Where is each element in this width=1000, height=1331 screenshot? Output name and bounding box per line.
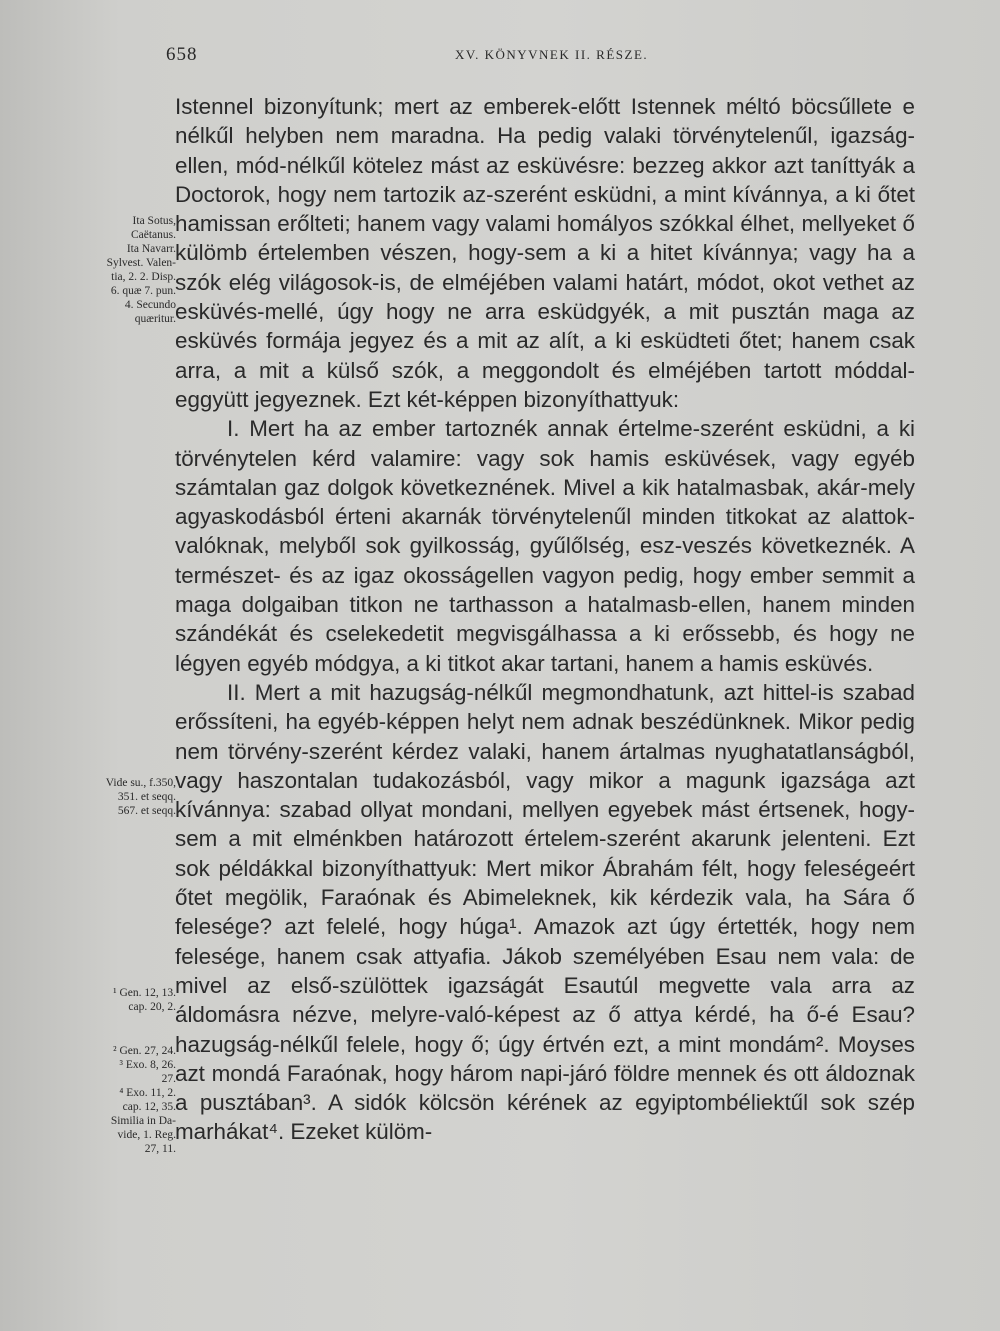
- marginal-note-text: Vide su., f.350, 351. et seqq. 567. et seqq.: [105, 777, 176, 817]
- page-header: [0, 44, 1000, 74]
- marginal-note-text: Ita Sotus, Caëtanus. Ita Navarr. Sylvest. Valen- tia, 2. 2. Disp. 6. quæ 7. pun. 4. Secundo quæritur.: [106, 215, 176, 325]
- paragraph: II. Mert a mit hazugság-nélkűl megmondhatunk, azt hittel-is szabad erőssíteni, ha egyéb-képpen helyt nem adnak beszédünknek. Mikor pedig nem törvény-szerént kérdez valaki, hanem ártalmas nyughatatlanságból, vagy haszontalan tudakozásból, vagy mikor a magunk igazsága azt kívánnya: szabad ollyat mondani, mellyen egyebek mást értsenek, hogy-sem a mit elménkben határozott értelem-szerént akarunk jelenteni. Ezt sok példákkal bizonyíthattyuk: Mert mikor Ábrahám félt, hogy feleségeért őtet megölik, Faraónak és Abimeleknek, kik kérdezik vala, ha Sára ő felesége? azt felelé, hogy húga¹. Amazok azt úgy értették, hogy nem felesége, hanem csak attyafia. Jákob személyében Esau nem vala: de mivel az első-szülöttek igazságát Esautúl megvette vala arra az áldomásra nézve, melyre-való-képest az ő attya kérdé, ha ő-é Esau? hazugság-nélkűl felele, hogy ő; úgy értvén ezt, a mint mondám². Moyses azt mondá Faraónak, hogy három napi-járó földre mennek és ott áldoznak a pusztában³. A sidók kölcsön kérének az egyiptombéliektűl sok szép marhákat⁴. Ezeket külöm-: [175, 679, 915, 1145]
- page-number: 658: [166, 44, 198, 65]
- marginal-note-text: ¹ Gen. 12, 13. cap. 20, 2.: [113, 987, 176, 1013]
- marginal-note-text: ² Gen. 27, 24. ³ Exo. 8, 26. 27. ⁴ Exo. 11, 2. cap. 12, 35. Similia in Da- vide, 1. Reg. 27, 11.: [110, 1045, 176, 1155]
- paragraph: Istennel bizonyítunk; mert az emberek-előtt Istennek méltó böcsűllete e nélkűl helyben nem maradna. Ha pedig valaki törvénytelenűl, igazság-ellen, mód-nélkűl kötelez mást az esküvésre: bezzeg akkor azt taníttyák a Doctorok, hogy nem tartozik az-szerént esküdni, a mint kívánnya, a ki őtet hamissan erőlteti; hanem vagy valami homályos szókkal élhet, mellyeket ő külömb értelemben vészen, hogy-sem a ki a hitet kívánnya; vagy ha a szók elég világosok-is, de elméjében valami határt, módot, okot vethet az esküvés-mellé, úgy hogy ne arra esküdgyék, a mit pusztán maga az esküvés formája jegyez és a mit az alít, a ki esküdteti őtet; hanem csak arra, a mit a külső szók, a meggondolt és elméjében tartott móddal-eggyütt jegyeznek. Ezt két-képpen bizonyíthattyuk:: [175, 94, 915, 412]
- running-head: XV. KÖNYVNEK II. RÉSZE.: [455, 47, 649, 62]
- paragraph: I. Mert ha az ember tartoznék annak értelme-szerént esküdni, a ki törvénytelen kérd valamire: vagy sok hamis esküvések, vagy egyéb számtalan gaz dolgok következnének. Mivel a kik hatalmasbak, akár-mely agyaskodásból érteni akarnák törvénytelenűl minden titkokat az alattok-valóknak, melyből sok gyilkosság, gyűlőlség, esz-veszés következnék. A természet- és az igaz okosságellen vagyon pedig, hogy ember semmit a maga dolgaiban titkon ne tarthasson a hatalmasb-ellen, hanem minden szándékát és cselekedetit megvisgálhassa a ki erőssebb, és hogy ne légyen egyéb módgya, a ki titkot akar tartani, hanem a hamis esküvés.: [175, 416, 915, 676]
- main-text: [175, 92, 915, 1147]
